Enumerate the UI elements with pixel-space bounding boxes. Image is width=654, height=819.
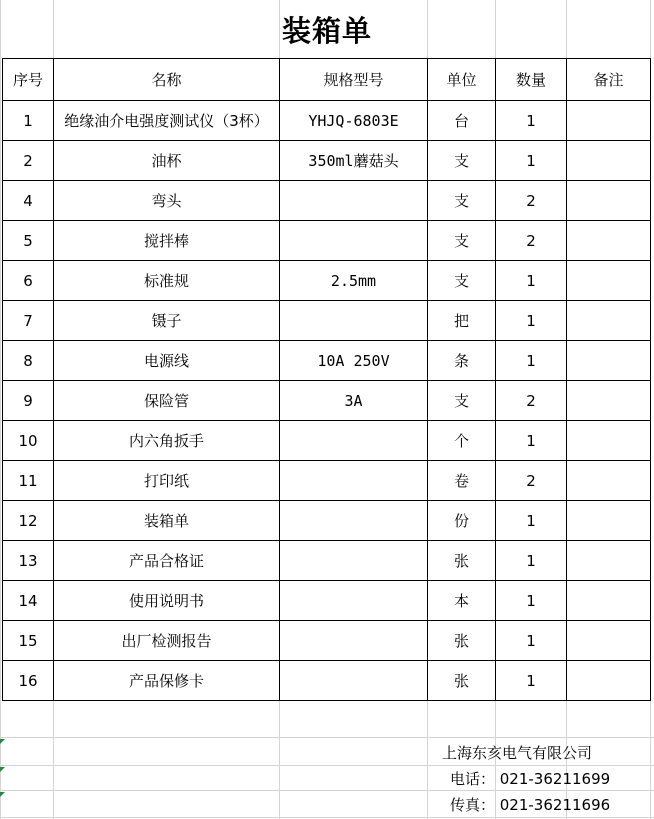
cell-spec: YHJQ-6803E (280, 101, 428, 141)
cell-note (567, 461, 651, 501)
cell-qty: 2 (496, 381, 567, 421)
table-row (3, 141, 651, 181)
page-title: 装箱单 (281, 13, 372, 48)
table-row (3, 101, 651, 141)
cell-qty: 1 (496, 301, 567, 341)
cell-no: 16 (3, 661, 54, 701)
cell-note (567, 621, 651, 661)
table-row (3, 381, 651, 421)
cell-name: 出厂检测报告 (54, 621, 280, 661)
cell-unit: 支 (428, 141, 496, 181)
cell-no: 4 (3, 181, 54, 221)
table-row (3, 261, 651, 301)
cell-no: 1 (3, 101, 54, 141)
table-header-row (3, 59, 651, 101)
column-header-note: 备注 (567, 59, 651, 101)
cell-unit: 支 (428, 381, 496, 421)
cell-qty: 2 (496, 461, 567, 501)
gridline (0, 737, 654, 738)
cell-note (567, 501, 651, 541)
cell-name: 装箱单 (54, 501, 280, 541)
cell-note (567, 261, 651, 301)
cell-marker-icon (0, 739, 5, 744)
cell-name: 电源线 (54, 341, 280, 381)
cell-qty: 1 (496, 541, 567, 581)
cell-unit: 个 (428, 421, 496, 461)
cell-unit: 支 (428, 261, 496, 301)
cell-no: 12 (3, 501, 54, 541)
cell-spec (280, 621, 428, 661)
cell-unit: 本 (428, 581, 496, 621)
cell-marker-icon (0, 792, 5, 797)
cell-spec (280, 541, 428, 581)
cell-note (567, 421, 651, 461)
cell-qty: 1 (496, 141, 567, 181)
cell-spec: 350ml蘑菇头 (280, 141, 428, 181)
cell-name: 产品保修卡 (54, 661, 280, 701)
cell-spec: 2.5mm (280, 261, 428, 301)
gridline (0, 790, 654, 791)
column-header-spec: 规格型号 (280, 59, 428, 101)
cell-unit: 卷 (428, 461, 496, 501)
cell-note (567, 661, 651, 701)
column-header-no: 序号 (3, 59, 54, 101)
cell-unit: 张 (428, 661, 496, 701)
cell-spec (280, 221, 428, 261)
cell-spec: 10A 250V (280, 341, 428, 381)
cell-qty: 1 (496, 341, 567, 381)
cell-no: 9 (3, 381, 54, 421)
cell-name: 保险管 (54, 381, 280, 421)
cell-unit: 把 (428, 301, 496, 341)
column-header-name: 名称 (54, 59, 280, 101)
cell-spec: 3A (280, 381, 428, 421)
cell-spec (280, 421, 428, 461)
cell-spec (280, 501, 428, 541)
table-body (3, 101, 651, 701)
cell-qty: 1 (496, 421, 567, 461)
cell-no: 7 (3, 301, 54, 341)
cell-name: 镊子 (54, 301, 280, 341)
cell-spec (280, 301, 428, 341)
cell-no: 10 (3, 421, 54, 461)
table-row (3, 341, 651, 381)
table-row (3, 181, 651, 221)
packing-list-table (2, 58, 651, 701)
cell-name: 搅拌棒 (54, 221, 280, 261)
cell-unit: 张 (428, 541, 496, 581)
table-row (3, 501, 651, 541)
column-header-qty: 数量 (496, 59, 567, 101)
cell-unit: 张 (428, 621, 496, 661)
cell-note (567, 301, 651, 341)
table-row (3, 461, 651, 501)
company-name: 上海东亥电气有限公司 (442, 744, 593, 762)
table-row (3, 581, 651, 621)
cell-qty: 1 (496, 621, 567, 661)
cell-name: 绝缘油介电强度测试仪（3杯） (54, 101, 280, 141)
cell-unit: 支 (428, 181, 496, 221)
cell-qty: 1 (496, 101, 567, 141)
cell-no: 13 (3, 541, 54, 581)
cell-unit: 台 (428, 101, 496, 141)
table-row (3, 621, 651, 661)
table-row (3, 221, 651, 261)
cell-qty: 1 (496, 501, 567, 541)
cell-name: 使用说明书 (54, 581, 280, 621)
phone-number: 电话： 021-36211699 (450, 770, 611, 788)
cell-qty: 1 (496, 261, 567, 301)
gridline (0, 0, 1, 819)
cell-marker-icon (0, 767, 5, 772)
cell-unit: 份 (428, 501, 496, 541)
cell-qty: 1 (496, 661, 567, 701)
table-row (3, 301, 651, 341)
cell-qty: 2 (496, 181, 567, 221)
cell-note (567, 181, 651, 221)
cell-name: 产品合格证 (54, 541, 280, 581)
cell-no: 14 (3, 581, 54, 621)
cell-no: 2 (3, 141, 54, 181)
gridline (0, 817, 654, 818)
cell-note (567, 541, 651, 581)
cell-no: 15 (3, 621, 54, 661)
column-header-unit: 单位 (428, 59, 496, 101)
cell-name: 弯头 (54, 181, 280, 221)
cell-qty: 1 (496, 581, 567, 621)
fax-number: 传真： 021-36211696 (450, 796, 611, 814)
cell-name: 标准规 (54, 261, 280, 301)
cell-note (567, 581, 651, 621)
cell-note (567, 381, 651, 421)
cell-spec (280, 181, 428, 221)
cell-no: 11 (3, 461, 54, 501)
cell-no: 6 (3, 261, 54, 301)
cell-note (567, 221, 651, 261)
cell-no: 5 (3, 221, 54, 261)
cell-spec (280, 461, 428, 501)
cell-unit: 支 (428, 221, 496, 261)
cell-qty: 2 (496, 221, 567, 261)
cell-note (567, 141, 651, 181)
cell-spec (280, 581, 428, 621)
cell-note (567, 101, 651, 141)
cell-note (567, 341, 651, 381)
cell-spec (280, 661, 428, 701)
gridline (0, 765, 654, 766)
cell-name: 内六角扳手 (54, 421, 280, 461)
cell-unit: 条 (428, 341, 496, 381)
cell-name: 油杯 (54, 141, 280, 181)
table-row (3, 421, 651, 461)
cell-name: 打印纸 (54, 461, 280, 501)
table-row (3, 661, 651, 701)
table-row (3, 541, 651, 581)
cell-no: 8 (3, 341, 54, 381)
